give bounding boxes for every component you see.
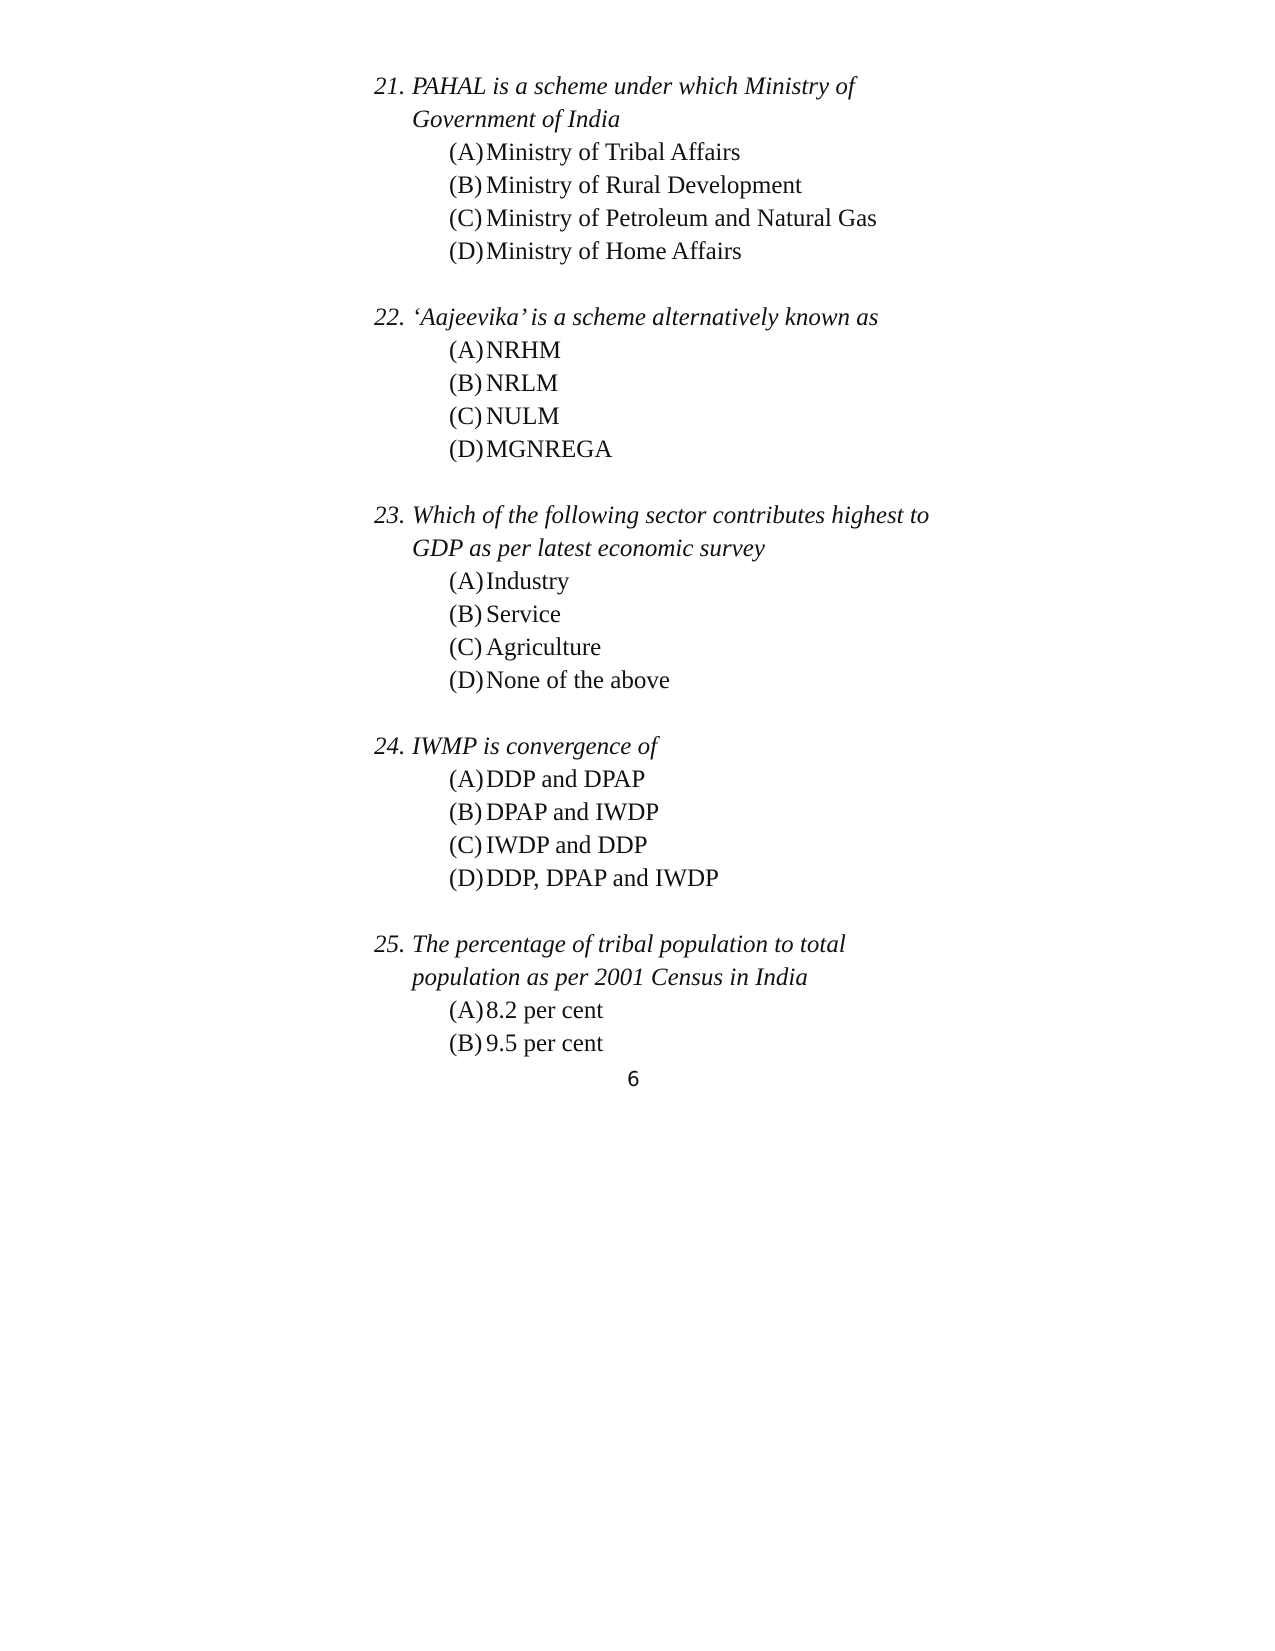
option-text: DPAP and IWDP (486, 799, 660, 826)
option-text: Ministry of Tribal Affairs (486, 139, 741, 166)
option-b (449, 598, 974, 631)
option-list (374, 334, 974, 466)
question-25 (374, 928, 974, 1060)
option-d (449, 433, 974, 466)
option-text: None of the above (486, 667, 670, 694)
option-letter: (A) (449, 568, 484, 595)
option-letter: (A) (449, 997, 484, 1024)
option-b (449, 169, 974, 202)
option-text: Ministry of Home Affairs (486, 238, 742, 265)
option-d (449, 862, 974, 895)
question-body: The percentage of tribal population to total population as per 2001 Census in India (412, 931, 846, 991)
option-letter: (B) (449, 172, 483, 199)
question-body: ‘Aajeevika’ is a scheme alternatively known as (412, 304, 879, 331)
option-d (449, 235, 974, 268)
option-text: DDP, DPAP and IWDP (486, 865, 719, 892)
question-24 (374, 730, 974, 895)
option-text: 8.2 per cent (486, 997, 604, 1024)
question-body: PAHAL is a scheme under which Ministry of Government of India (412, 73, 855, 133)
question-number: 24. (374, 733, 406, 760)
question-text (374, 928, 974, 994)
option-text: NRLM (486, 370, 559, 397)
option-b (449, 796, 974, 829)
option-text: NRHM (486, 337, 562, 364)
option-list (374, 763, 974, 895)
question-22 (374, 301, 974, 466)
option-text: DDP and DPAP (486, 766, 646, 793)
option-c (449, 202, 974, 235)
question-number: 23. (374, 502, 406, 529)
option-b (449, 1027, 974, 1060)
option-c (449, 829, 974, 862)
option-letter: (B) (449, 1030, 483, 1057)
option-text: Agriculture (486, 634, 602, 661)
option-letter: (D) (449, 865, 484, 892)
option-list (374, 136, 974, 268)
option-d (449, 664, 974, 697)
option-letter: (B) (449, 601, 483, 628)
question-text (374, 499, 974, 565)
question-text (374, 301, 974, 334)
option-text: Ministry of Petroleum and Natural Gas (486, 205, 877, 232)
option-letter: (D) (449, 436, 484, 463)
question-body: Which of the following sector contributes highest to GDP as per latest economic survey (412, 502, 930, 562)
option-list (374, 565, 974, 697)
option-letter: (C) (449, 205, 483, 232)
option-letter: (A) (449, 139, 484, 166)
option-text: Service (486, 601, 561, 628)
question-text (374, 70, 974, 136)
question-number: 21. (374, 73, 406, 100)
option-text: Ministry of Rural Development (486, 172, 802, 199)
option-letter: (D) (449, 667, 484, 694)
question-text (374, 730, 974, 763)
question-body: IWMP is convergence of (412, 733, 658, 760)
option-text: Industry (486, 568, 570, 595)
question-list (374, 70, 974, 1093)
question-23 (374, 499, 974, 697)
question-21 (374, 70, 974, 268)
option-letter: (A) (449, 337, 484, 364)
option-letter: (B) (449, 799, 483, 826)
option-text: MGNREGA (486, 436, 613, 463)
option-letter: (A) (449, 766, 484, 793)
option-b (449, 367, 974, 400)
page-number: 6 (627, 1067, 640, 1091)
option-a (449, 334, 974, 367)
option-list (374, 994, 974, 1060)
question-number: 22. (374, 304, 406, 331)
option-c (449, 631, 974, 664)
option-letter: (C) (449, 832, 483, 859)
option-a (449, 994, 974, 1027)
question-number: 25. (374, 931, 406, 958)
option-letter: (D) (449, 238, 484, 265)
option-letter: (B) (449, 370, 483, 397)
option-letter: (C) (449, 634, 483, 661)
option-a (449, 763, 974, 796)
option-c (449, 400, 974, 433)
option-a (449, 565, 974, 598)
option-letter: (C) (449, 403, 483, 430)
option-text: IWDP and DDP (486, 832, 648, 859)
option-text: 9.5 per cent (486, 1030, 604, 1057)
option-text: NULM (486, 403, 560, 430)
option-a (449, 136, 974, 169)
